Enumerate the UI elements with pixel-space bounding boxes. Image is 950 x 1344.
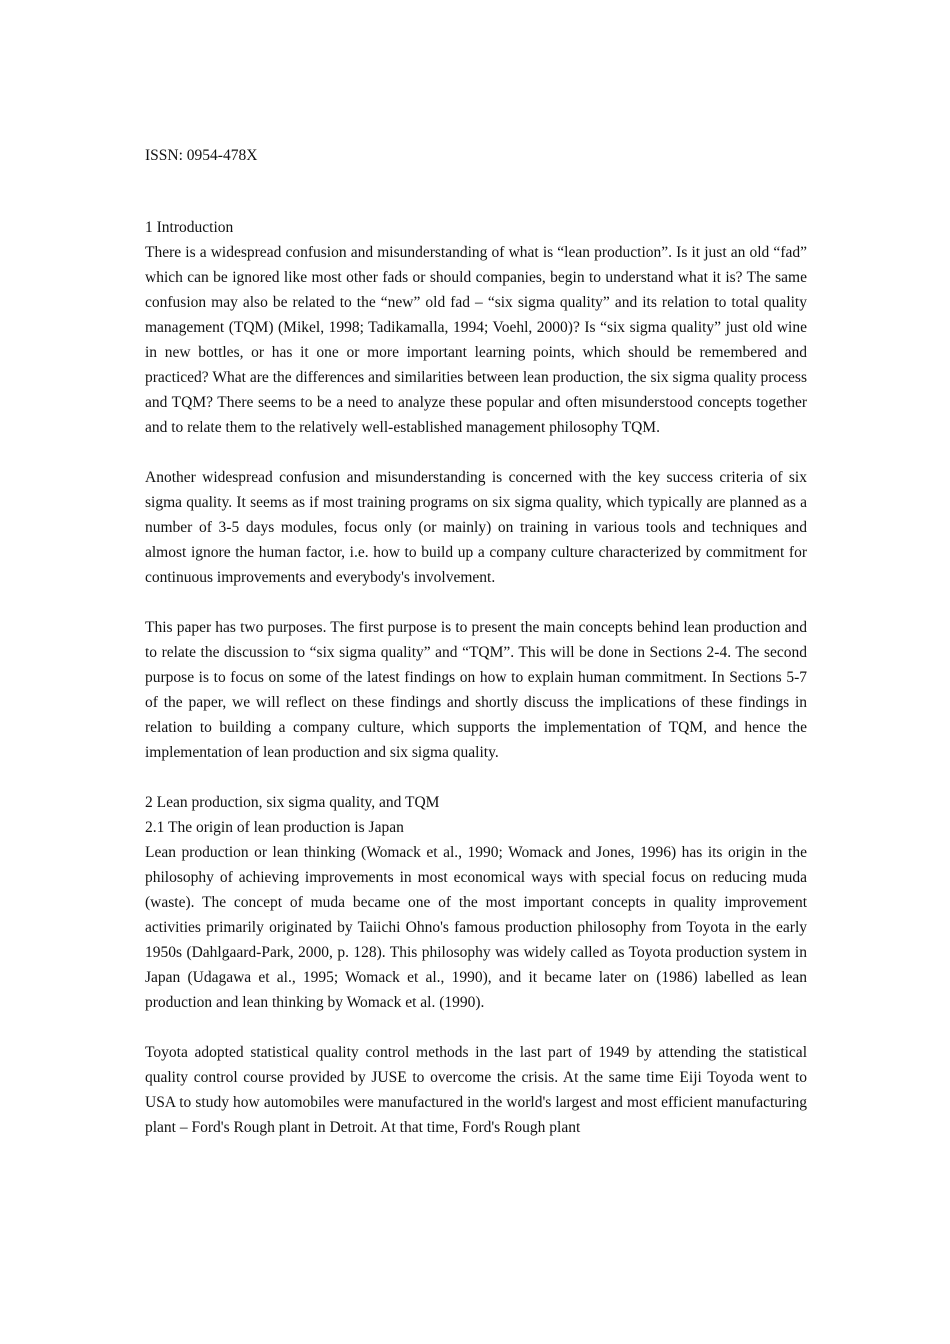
paragraph-spacer (145, 590, 807, 615)
section-heading-lean-production: 2 Lean production, six sigma quality, and TQM (145, 794, 440, 811)
paragraph-spacer (145, 440, 807, 465)
paragraph-intro-1: There is a widespread confusion and misunderstanding of what is “lean production”. Is it just an old “fad” which can be ignored like most other fads or should companies, begin to understand what it is? The same confusion may also be related to the “new” old fad – “six sigma quality” and its relation to total quality management (TQM) (Mikel, 1998; Tadikamalla, 1994; Voehl, 2000)? Is “six sigma quality” just old wine in new bottles, or has it one or more important learning points, which should be remembered and practiced? What are the differences and similarities between lean production, the six sigma quality process and TQM? There seems to be a need to analyze these popular and often misunderstood concepts together and to relate them to the relatively well-established management philosophy TQM. (145, 244, 807, 436)
document-body (145, 215, 807, 1140)
paragraph-intro-2: Another widespread confusion and misunderstanding is concerned with the key success criteria of six sigma quality. It seems as if most training programs on six sigma quality, which typically are planned as a number of 3-5 days modules, focus only (or mainly) on training in various tools and techniques and almost ignore the human factor, i.e. how to build up a company culture characterized by commitment for continuous improvements and everybody's involvement. (145, 469, 807, 586)
paragraph-spacer (145, 765, 807, 790)
paragraph-lean-2: Toyota adopted statistical quality control methods in the last part of 1949 by attending the statistical quality control course provided by JUSE to overcome the crisis. At the same time Eiji Toyoda went to USA to study how automobiles were manufactured in the world's largest and most efficient manufacturing plant – Ford's Rough plant in Detroit. At that time, Ford's Rough plant (145, 1044, 807, 1136)
issn-number: ISSN: 0954-478X (145, 147, 258, 164)
section-heading-introduction: 1 Introduction (145, 219, 234, 236)
paragraph-spacer (145, 1015, 807, 1040)
paragraph-lean-1: Lean production or lean thinking (Womack et al., 1990; Womack and Jones, 1996) has its origin in the philosophy of achieving improvements in most economical ways with special focus on reducing muda (waste). The concept of muda became one of the most important concepts in quality improvement activities primarily originated by Taiichi Ohno's famous production philosophy from Toyota in the early 1950s (Dahlgaard-Park, 2000, p. 128). This philosophy was widely called as Toyota production system in Japan (Udagawa et al., 1995; Womack et al., 1990), and it became later on (1986) labelled as lean production and lean thinking by Womack et al. (1990). (145, 844, 807, 1011)
paragraph-intro-3: This paper has two purposes. The first purpose is to present the main concepts behind lean production and to relate the discussion to “six sigma quality” and “TQM”. This will be done in Sections 2-4. The second purpose is to focus on some of the latest findings on how to explain human commitment. In Sections 5-7 of the paper, we will reflect on these findings and shortly discuss the implications of these findings in relation to building a company culture, which supports the implementation of TQM, and hence the implementation of lean production and six sigma quality. (145, 619, 807, 761)
subsection-heading-origin: 2.1 The origin of lean production is Japan (145, 819, 404, 836)
